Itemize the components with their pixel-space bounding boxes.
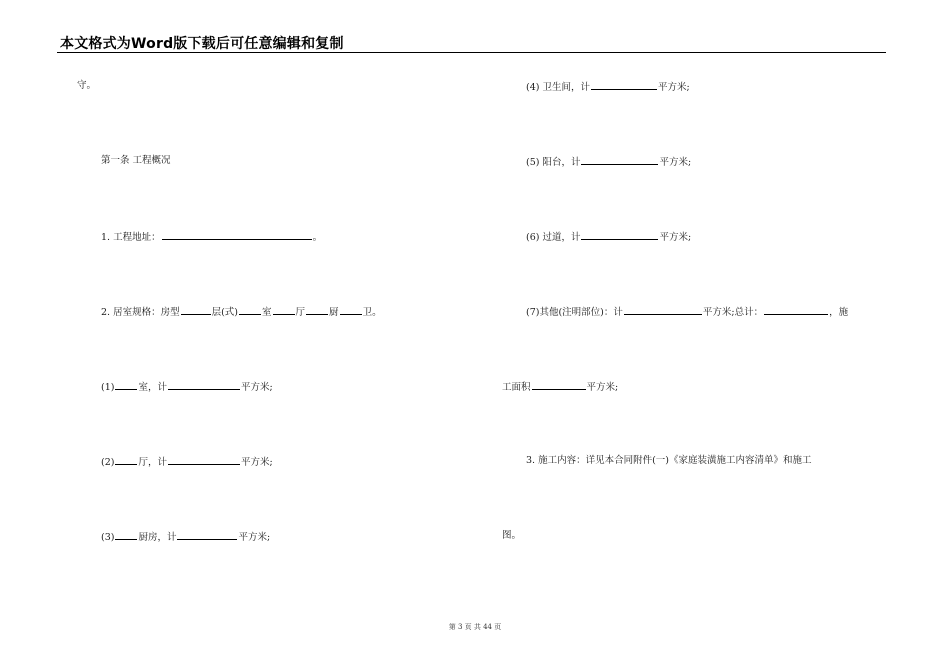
other-area-line (526, 305, 848, 319)
unit-label: 平方米; (586, 382, 619, 393)
field-label: 厨 (329, 307, 339, 318)
hall-area-line (101, 455, 273, 469)
blank-field (764, 305, 828, 315)
field-label: (5) 阳台，计 (526, 157, 581, 168)
balcony-area-line (526, 155, 691, 169)
construction-area-line (502, 380, 618, 394)
blank-field (115, 530, 137, 540)
kitchen-area-line (101, 530, 270, 544)
unit-label: 平方米; (238, 532, 271, 543)
blank-field (115, 380, 137, 390)
blank-field (168, 380, 240, 390)
item-number: (2) (101, 457, 115, 468)
section-heading: 第一条 工程概况 (101, 155, 171, 166)
unit-label: 平方米; (657, 82, 690, 93)
field-label: 平方米;总计： (702, 307, 764, 318)
blank-field (115, 455, 137, 465)
field-label: 厨房，计 (138, 532, 177, 543)
blank-field (340, 305, 362, 315)
field-label: 室 (262, 307, 272, 318)
blank-field (168, 455, 240, 465)
text-line: 图。 (502, 530, 522, 541)
blank-field (581, 230, 658, 240)
field-label: (4) 卫生间，计 (526, 82, 590, 93)
blank-field (162, 230, 312, 240)
project-address-line (101, 230, 322, 244)
corridor-area-line (526, 230, 691, 244)
unit-label: 平方米; (240, 382, 273, 393)
unit-label: 平方米; (659, 157, 692, 168)
field-label: (7)其他(注明部位)：计 (526, 307, 623, 318)
field-label: 室，计 (138, 382, 167, 393)
field-label: 2. 居室规格：房型 (101, 307, 180, 318)
text-line: 守。 (77, 80, 97, 91)
header-divider (57, 52, 886, 53)
room-spec-line (101, 305, 382, 319)
blank-field (273, 305, 295, 315)
blank-field (581, 155, 658, 165)
field-label: 工面积 (502, 382, 531, 393)
blank-field (591, 80, 657, 90)
blank-field (624, 305, 702, 315)
blank-field (306, 305, 328, 315)
blank-field (181, 305, 211, 315)
field-label: 1. 工程地址： (101, 232, 161, 243)
blank-field (532, 380, 586, 390)
bathroom-area-line (526, 80, 690, 94)
document-header-title: 本文格式为Word版下载后可任意编辑和复制 (60, 36, 344, 52)
field-label: ，施 (829, 307, 849, 318)
field-label: 厅，计 (138, 457, 167, 468)
construction-content-line: 3. 施工内容：详见本合同附件(一)《家庭装潢施工内容清单》和施工 (526, 455, 812, 466)
field-label: 厅 (295, 307, 306, 318)
blank-field (239, 305, 261, 315)
page-number: 第 3 页 共 44 页 (448, 623, 502, 631)
item-number: (1) (101, 382, 115, 393)
unit-label: 平方米; (240, 457, 273, 468)
field-label: 卫。 (362, 307, 382, 318)
unit-label: 平方米; (659, 232, 692, 243)
item-number: (3) (101, 532, 115, 543)
blank-field (177, 530, 237, 540)
punctuation: 。 (312, 232, 323, 243)
field-label: 层(式) (211, 307, 239, 318)
field-label: (6) 过道，计 (526, 232, 581, 243)
room-area-line (101, 380, 273, 394)
